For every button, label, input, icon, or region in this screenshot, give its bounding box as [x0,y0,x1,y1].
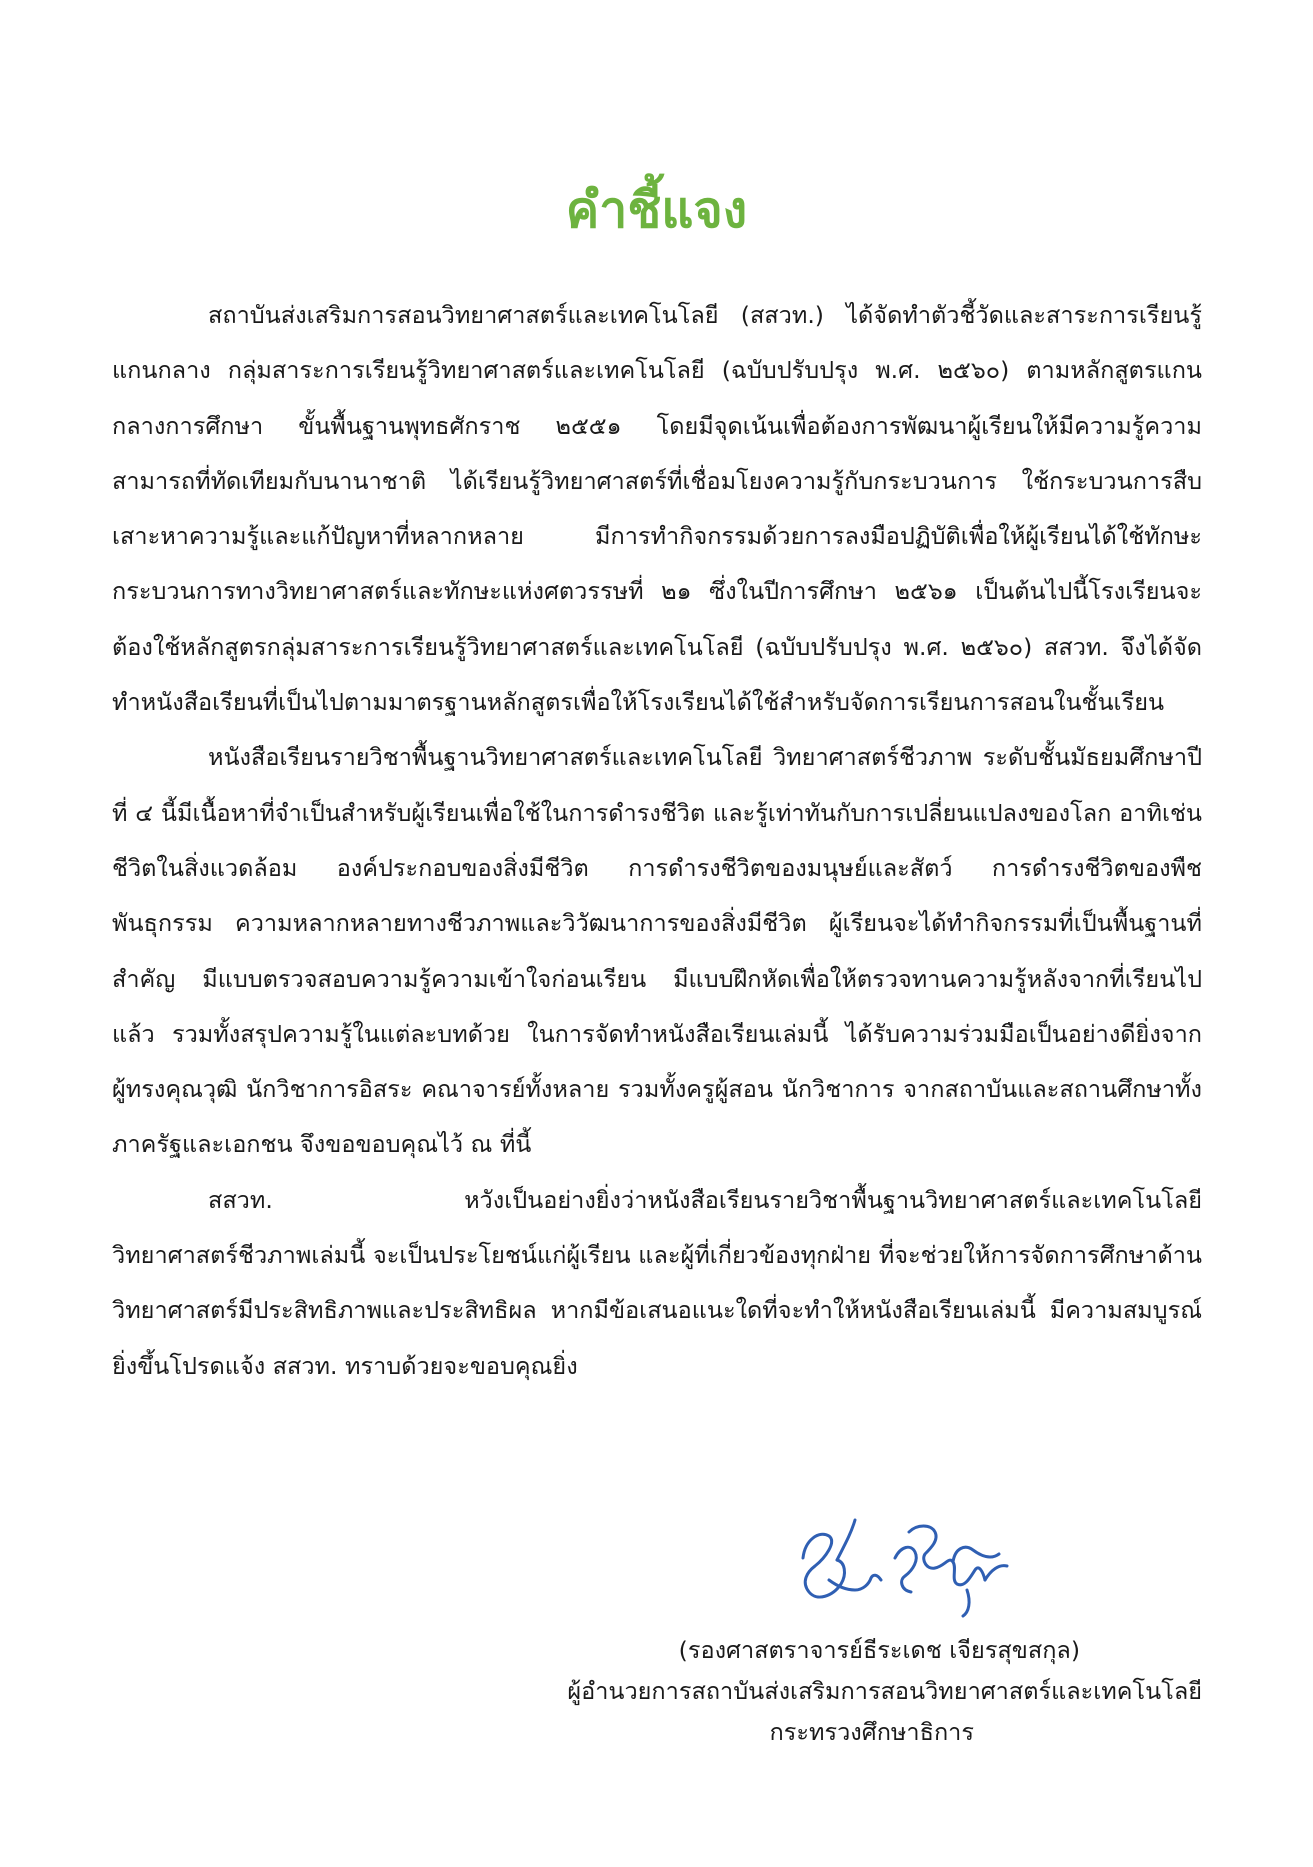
signatory-position: ผู้อำนวยการสถาบันส่งเสริมการสอนวิทยาศาสตร์และเทคโนโลยี [567,1677,1202,1705]
page-title: คำชี้แจง [565,181,748,239]
paragraph-2: หนังสือเรียนรายวิชาพื้นฐานวิทยาศาสตร์และเทคโนโลยี วิทยาศาสตร์ชีวภาพ ระดับชั้นมัธยมศึกษาปีที่ ๔ นี้มีเนื้อหาที่จำเป็นสำหรับผู้เรียนเพื่อใช้ในการดำรงชีวิต และรู้เท่าทันกับการเปลี่ยนแปลงของโลก อาทิเช่น ชีวิตในสิ่งแวดล้อม องค์ประกอบของสิ่งมีชีวิต การดำรงชีวิตของมนุษย์และสัตว์ การดำรงชีวิตของพืช พันธุกรรม ความหลากหลายทางชีวภาพและวิวัฒนาการของสิ่งมีชีวิต ผู้เรียนจะได้ทำกิจกรรมที่เป็นพื้นฐานที่สำคัญ มีแบบตรวจสอบความรู้ความเข้าใจก่อนเรียน มีแบบฝึกหัดเพื่อให้ตรวจทานความรู้หลังจากที่เรียนไปแล้ว รวมทั้งสรุปความรู้ในแต่ละบทด้วย ในการจัดทำหนังสือเรียนเล่มนี้ ได้รับความร่วมมือเป็นอย่างดียิ่งจากผู้ทรงคุณวุฒิ นักวิชาการอิสระ คณาจารย์ทั้งหลาย รวมทั้งครูผู้สอน นักวิชาการ จากสถาบันและสถานศึกษาทั้งภาครัฐและเอกชน จึงขอขอบคุณไว้ ณ ที่นี้ [112,743,1202,1159]
signatory-organization: กระทรวงศึกษาธิการ [769,1718,974,1746]
paragraph-3: สสวท. หวังเป็นอย่างยิ่งว่าหนังสือเรียนรายวิชาพื้นฐานวิทยาศาสตร์และเทคโนโลยี วิทยาศาสตร์ชีวภาพเล่มนี้ จะเป็นประโยชน์แก่ผู้เรียน และผู้ที่เกี่ยวข้องทุกฝ่าย ที่จะช่วยให้การจัดการศึกษาด้านวิทยาศาสตร์มีประสิทธิภาพและประสิทธิผล หากมีข้อเสนอแนะใดที่จะทำให้หนังสือเรียนเล่มนี้ มีความสมบูรณ์ยิ่งขึ้นโปรดแจ้ง สสวท. ทราบด้วยจะขอบคุณยิ่ง [112,1185,1202,1380]
handwritten-signature [785,1500,1020,1620]
body-text [112,288,1202,1394]
signatory-name: (รองศาสตราจารย์ธีระเดช เจียรสุขสกุล) [678,1636,1080,1664]
paragraph-1: สถาบันส่งเสริมการสอนวิทยาศาสตร์และเทคโนโลยี (สสวท.) ได้จัดทำตัวชี้วัดและสาระการเรียนรู้แกนกลาง กลุ่มสาระการเรียนรู้วิทยาศาสตร์และเทคโนโลยี (ฉบับปรับปรุง พ.ศ. ๒๕๖๐) ตามหลักสูตรแกนกลางการศึกษา ขั้นพื้นฐานพุทธศักราช ๒๕๕๑ โดยมีจุดเน้นเพื่อต้องการพัฒนาผู้เรียนให้มีความรู้ความสามารถที่ทัดเทียมกับนานาชาติ ได้เรียนรู้วิทยาศาสตร์ที่เชื่อมโยงความรู้กับกระบวนการ ใช้กระบวนการสืบเสาะหาความรู้และแก้ปัญหาที่หลากหลาย มีการทำกิจกรรมด้วยการลงมือปฏิบัติเพื่อให้ผู้เรียนได้ใช้ทักษะกระบวนการทางวิทยาศาสตร์และทักษะแห่งศตวรรษที่ ๒๑ ซึ่งในปีการศึกษา ๒๕๖๑ เป็นต้นไปนี้โรงเรียนจะต้องใช้หลักสูตรกลุ่มสาระการเรียนรู้วิทยาศาสตร์และเทคโนโลยี (ฉบับปรับปรุง พ.ศ. ๒๕๖๐) สสวท. จึงได้จัดทำหนังสือเรียนที่เป็นไปตามมาตรฐานหลักสูตรเพื่อให้โรงเรียนได้ใช้สำหรับจัดการเรียนการสอนในชั้นเรียน [112,301,1202,717]
signature-block [500,1630,1202,1753]
